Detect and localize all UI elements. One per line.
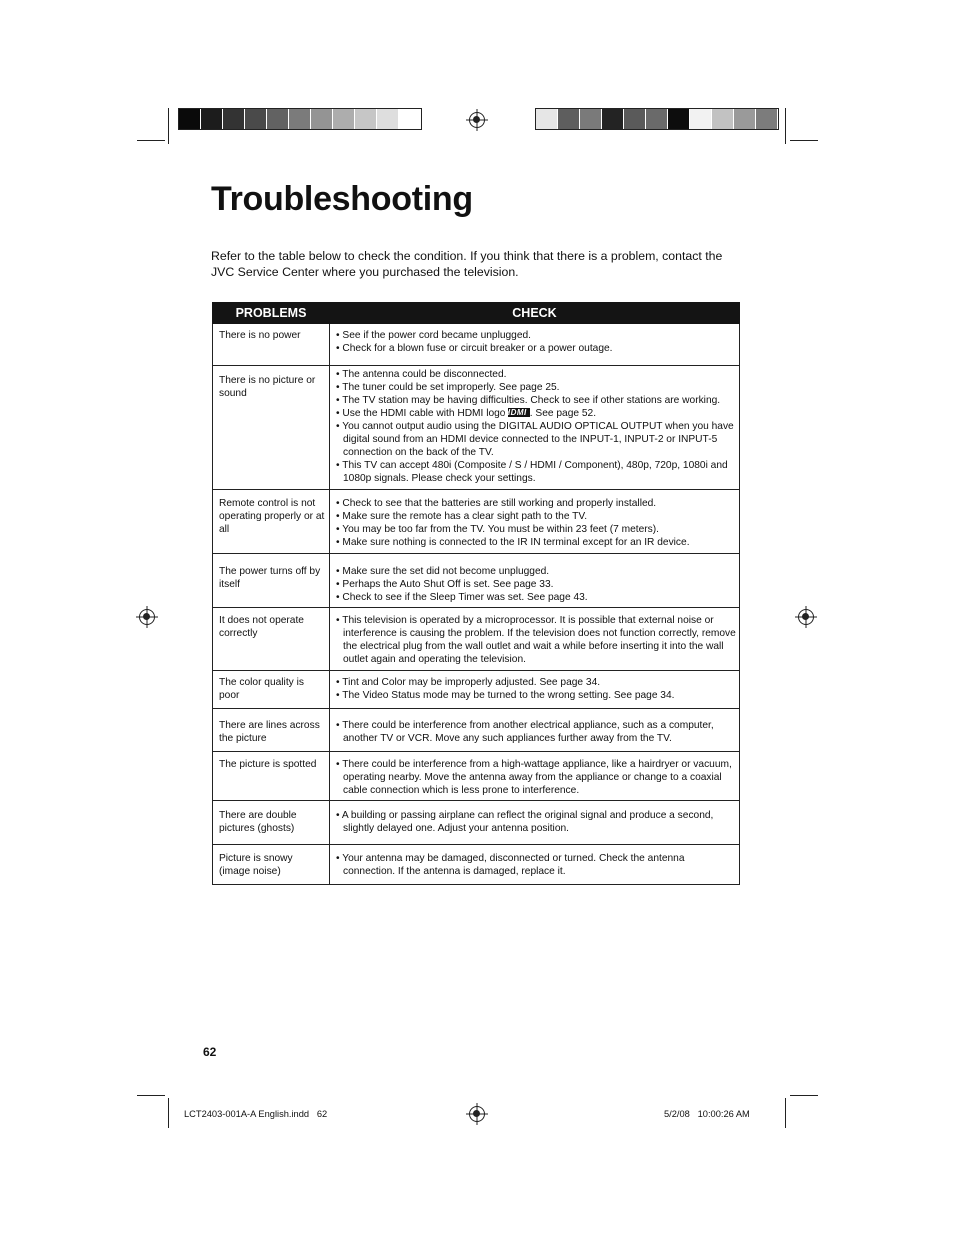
crop-mark [785,1098,786,1128]
check-item: • Make sure the remote has a clear sight path to the TV. [334,510,737,523]
problem-text: Picture is snowy (image noise) [219,853,293,877]
check-item: • Perhaps the Auto Shut Off is set. See page 33. [334,578,737,591]
check-list [334,809,737,835]
intro-paragraph: Refer to the table below to check the condition. If you think that there is a problem, contact the JVC Service Center where you purchased the television. [211,249,723,279]
check-list [334,565,737,604]
check-item: • Make sure nothing is connected to the IR IN terminal except for an IR device. [334,536,737,549]
color-swatch [267,109,289,129]
check-header: CHECK [330,303,740,324]
color-swatch [668,109,690,129]
color-swatch [580,109,602,129]
color-swatch [399,109,421,129]
crop-mark [790,140,818,141]
check-item: • You cannot output audio using the DIGITAL AUDIO OPTICAL OUTPUT when you have digital sound from an HDMI device connected to the INPUT-1, INPUT-2 or INPUT-5 connection on the back of the TV. [334,420,737,459]
color-swatch [734,109,756,129]
table-row [213,608,740,671]
problem-text: There are double pictures (ghosts) [219,810,297,834]
registration-mark-icon [469,112,485,128]
problem-text: The power turns off by itself [219,566,321,590]
check-item [334,407,737,420]
page-number: 62 [203,1045,217,1059]
table-row [213,801,740,845]
check-list [334,329,737,355]
crop-mark [137,140,165,141]
crop-mark [137,1095,165,1096]
check-item: • Check for a blown fuse or circuit breaker or a power outage. [334,342,737,355]
check-item: • The tuner could be set improperly. See page 25. [334,381,737,394]
table-row [213,324,740,366]
table-row [213,366,740,490]
crop-mark [790,1095,818,1096]
check-list [334,758,737,797]
table-row [213,752,740,801]
check-item: • Your antenna may be damaged, disconnected or turned. Check the antenna connection. If the antenna is damaged, replace it. [334,852,737,878]
table-header-row [213,303,740,324]
check-item: • Tint and Color may be improperly adjusted. See page 34. [334,676,737,689]
color-swatch [289,109,311,129]
table-row [213,554,740,608]
registration-mark-icon [139,609,155,625]
check-list [334,368,737,485]
color-swatch [355,109,377,129]
check-item: • This TV can accept 480i (Composite / S / HDMI / Component), 480p, 720p, 1080i and 1080p signals. Please check your settings. [334,459,737,485]
check-list [334,719,737,745]
problem-text: There is no power [219,330,301,341]
table-row [213,490,740,554]
problem-text: The picture is spotted [219,759,317,770]
problem-text: The color quality is poor [219,677,304,701]
crop-mark [168,108,169,144]
check-item: • The antenna could be disconnected. [334,368,737,381]
color-swatch [690,109,712,129]
crop-mark [785,108,786,144]
registration-mark-icon [798,609,814,625]
table-row [213,709,740,752]
problems-header: PROBLEMS [213,303,330,324]
check-item: • A building or passing airplane can reflect the original signal and produce a second, slightly delayed one. Adjust your antenna position. [334,809,737,835]
registration-mark-icon [469,1106,485,1122]
color-swatch [179,109,201,129]
color-swatch [223,109,245,129]
troubleshooting-table [212,302,740,885]
check-item: • There could be interference from a high-wattage appliance, like a hairdryer or vacuum, operating nearby. Move the antenna away from the appliance or change to a coaxial cable connection which is less prone to interference. [334,758,737,797]
problem-text: There is no picture or sound [219,375,316,399]
check-item: • The TV station may be having difficulties. Check to see if other stations are working. [334,394,737,407]
check-list [334,497,737,549]
check-list [334,614,737,666]
color-swatch [602,109,624,129]
check-item: • This television is operated by a microprocessor. It is possible that external noise or interference is causing the problem. If the television does not function correctly, remove the electrical plug from the wall outlet and wait a while before inserting it into the wall outlet again and operating the television. [334,614,737,666]
color-swatch [558,109,580,129]
check-item: • You may be too far from the TV. You must be within 23 feet (7 meters). [334,523,737,536]
color-swatch [624,109,646,129]
problem-text: It does not operate correctly [219,615,304,639]
check-item-suffix: . See page 52. [529,408,597,419]
check-item: • The Video Status mode may be turned to the wrong setting. See page 34. [334,689,737,702]
color-swatch [756,109,778,129]
check-list [334,676,737,702]
color-swatch [311,109,333,129]
color-swatch [333,109,355,129]
check-item: • See if the power cord became unplugged. [334,329,737,342]
check-item: • There could be interference from another electrical appliance, such as a computer, another TV or VCR. Move any such appliances further away from the TV. [334,719,737,745]
color-swatch [536,109,558,129]
color-calibration-bar-right [535,108,779,130]
problem-text: Remote control is not operating properly or at all [219,498,325,535]
check-item: • Check to see that the batteries are still working and properly installed. [334,497,737,510]
check-item: • Make sure the set did not become unplugged. [334,565,737,578]
check-item-text: Use the HDMI cable with HDMI logo [342,408,506,419]
hdmi-logo-icon: HDMI [508,408,529,417]
check-item: • Check to see if the Sleep Timer was set. See page 43. [334,591,737,604]
table-row [213,845,740,885]
color-swatch [646,109,668,129]
page-title: Troubleshooting [211,180,473,218]
color-swatch [377,109,399,129]
color-swatch [712,109,734,129]
color-swatch [245,109,267,129]
slug-filename: LCT2403-001A-A English.indd 62 [184,1109,328,1119]
color-calibration-bar-left [178,108,422,130]
table-row [213,671,740,709]
crop-mark [168,1098,169,1128]
slug-timestamp: 5/2/08 10:00:26 AM [664,1109,750,1119]
check-list [334,852,737,878]
color-swatch [201,109,223,129]
problem-text: There are lines across the picture [219,720,320,744]
